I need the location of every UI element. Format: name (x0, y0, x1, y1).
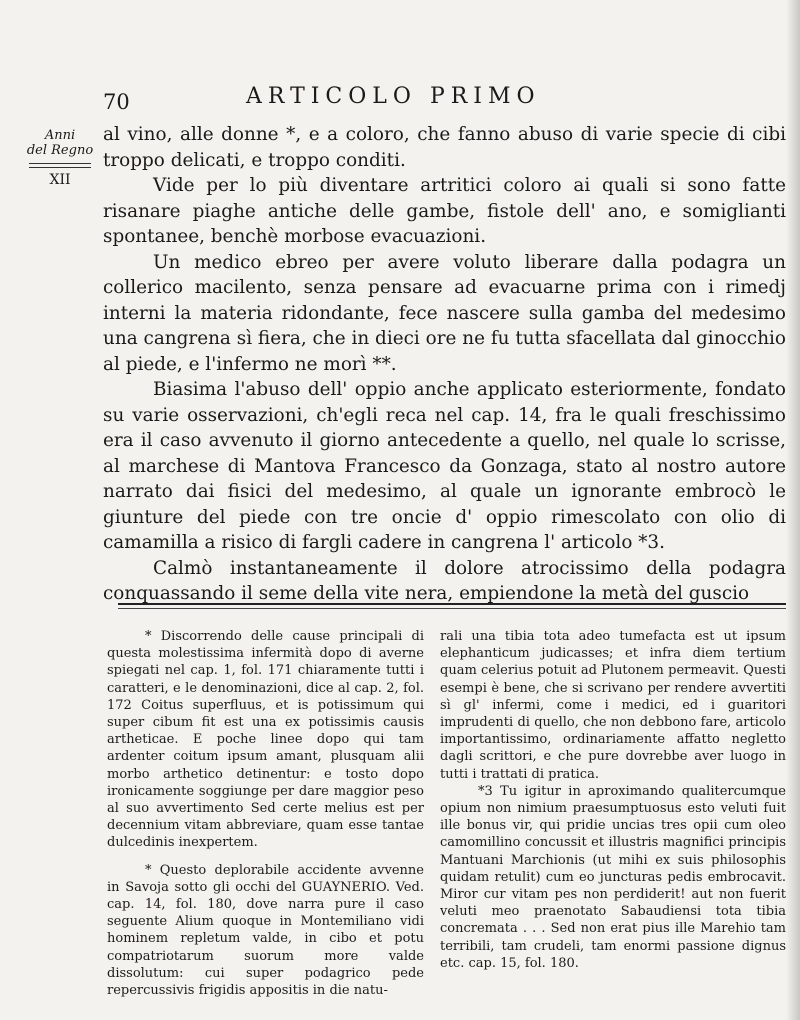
body-paragraph: Calmò instantaneamente il dolore atrocissimo della podagra conquassando il seme della vite nera, empiendone la metà del guscio (103, 557, 786, 604)
margin-note-year: XII (49, 172, 71, 188)
margin-rule (29, 163, 91, 168)
margin-note-regno: del Regno (26, 143, 94, 158)
margin-note-anni: Anni (44, 128, 76, 143)
page-number: 70 (103, 90, 130, 114)
body-paragraph: al vino, alle donne *, e a coloro, che fanno abuso di varie specie di cibi troppo delicati, e troppo conditi. (103, 124, 786, 171)
body-paragraph: Un medico ebreo per avere voluto liberare dalla podagra un collerico macilento, senza pensare ad evacuarne prima con i rimedj interni la materia ridondante, fece nascere sulla gamba del medesimo una cangrena sì fiera, che in dieci ore ne fu tutta sfacellata dal ginocchio al piede, e l'infermo ne morì **. (103, 251, 786, 375)
page-edge-shadow (786, 0, 800, 1020)
running-title: ARTICOLO PRIMO (246, 84, 541, 109)
footnote-divider (118, 603, 786, 609)
footnotes-left-column (107, 628, 424, 999)
footnotes-right-column (440, 628, 786, 972)
footnote: * Discorrendo delle cause principali di questa molestissima infermità dopo di averne spiegati nel cap. 1, fol. 171 chiaramente tutti i caratteri, e le denominazioni, dice al cap. 2, fol. 172 Coitus superfluus, et is potissimum qui super cibum fit est una ex potissimis causis artheticae. E poche linee dopo qui tam ardenter coitum ipsum amant, plusquam alii morbo artheticо detinentur: e tosto dopo ironicamente soggiunge per dare maggior peso al suo avvertimento Sed certe melius est per decennium vitam abbreviare, quam esse tantae dulcedinis inexpertem. (107, 629, 424, 851)
footnote: rali una tibia tota adeo tumefacta est ut ipsum elephanticum judicasses; et infra diem tertium quam celerius potuit ad Plutonem permeavit. Questi esempi è bene, che si scrivano per rendere avvertiti sì gl' infermi, come i medici, ed i guaritori imprudenti di quello, che non debbono fare, articolo importantissimo, ordinariamente affatto negletto dagli scrittori, e che pure dovrebbe aver luogo in tutti i trattati di pratica. (440, 629, 786, 782)
footnote: *3 Tu igitur in aproximando qualitercumque opium non nimium praesumptuosus esto veluti fuit ille bonus vir, qui pridie uncias tres opii cum oleo camomillino concussit et illustris magnifici principis Mantuani Marchionis (ut mihi ex suis philosophis quidam retulit) cum eo juncturas pedis embrocavit. Miror cur vitam pes non perdiderit! aut non fuerit veluti meo praenotato Sabaudiensi tota tibia concremata . . . Sed non erat pius ille Marehio tam terribili, tam crudeli, tam enormi passione dignus etc. cap. 15, fol. 180. (440, 783, 786, 971)
body-paragraph: Biasima l'abuso dell' oppio anche applicato esteriormente, fondato su varie osservazioni, ch'egli reca nel cap. 14, fra le quali freschissimo era il caso avvenuto il giorno antecedente a quello, nel quale lo scrisse, al marchese di Mantova Francesco da Gonzaga, stato al nostro autore narrato dai fisici del medesimo, al quale un ignorante embrocò le giunture del piede con tre oncie d' oppio rimescolato con olio di camamilla a risico di fargli cadere in cangrena l' articolo *3. (103, 379, 786, 553)
main-text (103, 122, 786, 607)
margin-note (22, 128, 98, 189)
body-paragraph: Vide per lo più diventare artritici coloro ai quali si sono fatte risanare piaghe antiche delle gambe, fistole dell' ano, e somiglianti spontanee, benchè morbose evacuazioni. (103, 175, 786, 247)
footnote: * Questo deplorabile accidente avvenne in Savoja sotto gli occhi del GUAYNERIO. Ved. cap. 14, fol. 180, dove narra pure il caso seguente Alium quoque in Montemiliano vidi hominem repletum valde, in cibo et potu compatriotarum suorum more valde dissolutum: cui super podagrico pede repercussivis frigidis appositis in die natu- (107, 862, 424, 999)
